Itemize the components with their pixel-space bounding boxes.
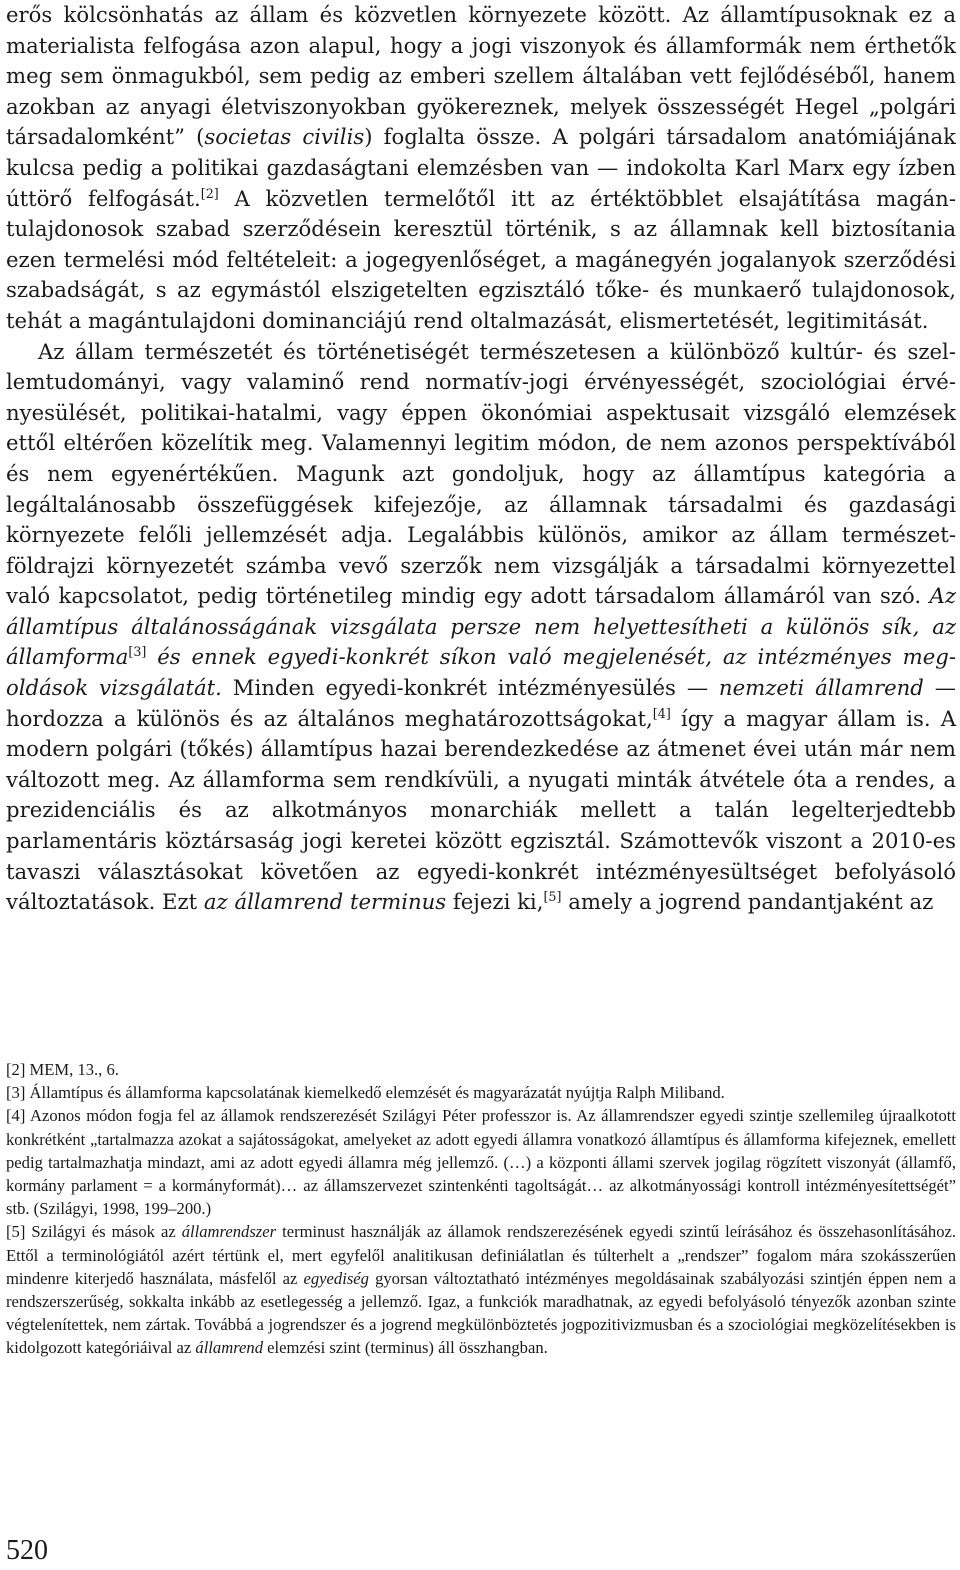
- p2-s8: így a magyar állam is. A modern polgári (tőkés) államtípus hazai berendezkedése az átmenet évei után már nem változott meg. Az államforma sem rendkívüli, a nyugati minták átvétele óta a rendes, a prezidenciális és az alkotmányos monarchiák mellett a talán legelterjedtebb parlamentáris köztársaság jogi keretei között egzisztál. Számottevők viszont a 2010-es tavaszi választásokat követően az egyedi-konkrét intézményesültséget befolyásoló változtatások. Ezt: [6, 705, 956, 915]
- f5-s5-italic: államrend: [195, 1338, 263, 1358]
- f5-s4: gyorsan változtatható intézményes megoldásainak szabályozási szintjén éppen nem a rendszerszerűség, sokkalta inkább az esetlegesség a jellemző. Igaz, a funkciók maradhatnak, az egyedi befolyásoló tényezők azonban szinte végtelenítettek, nem zártak. Továbbá a jogrendszer és a jogrend megkülönböztetés jogpozitivizmusban és a szociológiai megközelítésekben is kidolgozott kategóriáival az: [6, 1268, 957, 1358]
- p2-s3-italic: és ennek egyedi-konkrét síkon való megjelenését, az intézményes megoldások vizsgálatát.: [6, 644, 956, 701]
- footnote-3-text: [3] Államtípus és államforma kapcsolatának kiemelkedő elemzését és magyarázatát nyújtja Ralph Miliband.: [6, 1083, 725, 1103]
- p2-s12: amely a jogrend pandantjaként az: [561, 889, 934, 915]
- p1-s4: A közvetlen termelőtől itt az értéktöbblet elsajátítása magántulajdonosok szabad szerződésein keresztül történik, s az államnak kell biztosítania ezen termelési mód feltételeit: a jogegyenlőséget, a magánegyén jogalanyok szerződési szabadságát, s az egymástól elszigetelten egzisztáló tőke- és munkaerő tulajdonosok, tehát a magántulajdoni dominanciájú rend oltalmazását, elismertetését, legitimitását.: [6, 185, 956, 333]
- page: [6, 0, 957, 1358]
- footnote-2: [6, 1058, 956, 1081]
- footnote-3: [6, 1081, 956, 1104]
- p2-s6: — hordozza a különös és az általános meghatározottságokat,: [6, 675, 956, 731]
- footnote-4: [6, 1104, 956, 1220]
- f5-s0: [5] Szilágyi és mások az: [6, 1222, 182, 1242]
- footnote-ref-2[interactable]: [2]: [200, 185, 219, 201]
- f5-s6: elemzési szint (terminus) áll összhangban.: [263, 1338, 548, 1358]
- footnote-ref-5[interactable]: [5]: [543, 889, 562, 905]
- f5-s1-italic: államrendszer: [181, 1222, 277, 1242]
- footnote-5: [6, 1220, 956, 1359]
- p2-s1-italic: Az államtípus általánosságának vizsgálata persze nem helyettesítheti a különös sík, az államforma: [6, 583, 956, 670]
- footnote-2-text: [2] MEM, 13., 6.: [6, 1060, 119, 1079]
- p1-s1-italic: societas civilis: [204, 124, 365, 150]
- p1-s2: ) foglalta össze. A polgári társadalom anatómiájának kulcsa pedig a politikai gazdaságtani elemzésben van — indokolta Karl Marx egy ízben úttörő felfogását.: [6, 124, 956, 211]
- p2-s4: Minden egyedi-konkrét intézményesülés —: [221, 675, 719, 701]
- footnote-ref-4[interactable]: [4]: [652, 705, 671, 721]
- footnotes: [6, 1058, 956, 1360]
- p2-s10: fejezi ki,: [446, 889, 544, 915]
- f5-s2: terminust használják az államok rendszerezésének egyedi szintű leírásához és összehasonlításához. Ettől a terminológiától azért tértünk el, mert egyfelől analitikusan definiálatlan és túlterhelt a „rendszer” fogalom mára szokásszerűen mindenre kiterjedő használata, másfelől az: [6, 1222, 956, 1288]
- footnote-ref-3[interactable]: [3]: [128, 644, 147, 660]
- p2-s0: Az állam természetét és történetiségét természetesen a különböző kultúr- és szellemtudományi, vagy valaminő rend normatív-jogi érvényességét, szociológiai érvényesülését, politikai-hatalmi, vagy éppen ökonómiai aspektusait vizsgáló elemzések ettől eltérően közelítik meg. Valamennyi legitim módon, de nem azonos perspektívából és nem egyenértékűen. Magunk azt gondoljuk, hogy az államtípus kategória a legáltalánosabb összefüggések kifejezője, az államnak társadalmi és gazdasági környezete felőli jellemzését adja. Legalábbis különös, amikor az állam természetföldrajzi környezetét számba vevő szerzők nem vizsgálják a társadalmi környezettel való kapcsolatot, pedig történetileg mindig egy adott társadalom államáról van szó.: [6, 338, 956, 609]
- page-number: 520: [6, 1535, 48, 1566]
- footnote-4-text: [4] Azonos módon fogja fel az államok rendszerezését Szilágyi Péter professzor is. Az államrendszer egyedi szintje szellemileg újraalkotott konkrétként „tartalmazza azokat a sajátosságokat, amelyeket az adott egyedi államra vonatkozó államtípus és államforma kifejeznek, emellett pedig tartalmazhatja mindazt, ami az adott egyedi államra még jellemző. (…) a központi állami szervek jogilag rögzített viszonyát (államfő, kormány parlament = a kormányformát)… az államszervezet szintenkénti tagoltságát… az alkotmányossági kontroll intézményesítettségét” stb. (Szilágyi, 1998, 199–200.): [6, 1106, 956, 1219]
- body-paragraph-1: [6, 0, 956, 337]
- body-paragraph-2: [6, 337, 956, 918]
- p2-s5-italic: nemzeti államrend: [718, 675, 924, 701]
- p2-s9-italic: az államrend terminus: [203, 889, 447, 915]
- f5-s3-italic: egyediség: [303, 1268, 369, 1288]
- p1-s0: erős kölcsönhatás az állam és közvetlen környezete között. Az államtípusoknak ez a materialista felfogása azon alapul, hogy a jogi viszonyok és államformák nem érthetők meg sem önmagukból, sem pedig az emberi szellem általában vett fejlődéséből, hanem azokban az anyagi életviszonyokban gyökereznek, melyek összességét Hegel „polgári társadalomként” (: [6, 2, 956, 150]
